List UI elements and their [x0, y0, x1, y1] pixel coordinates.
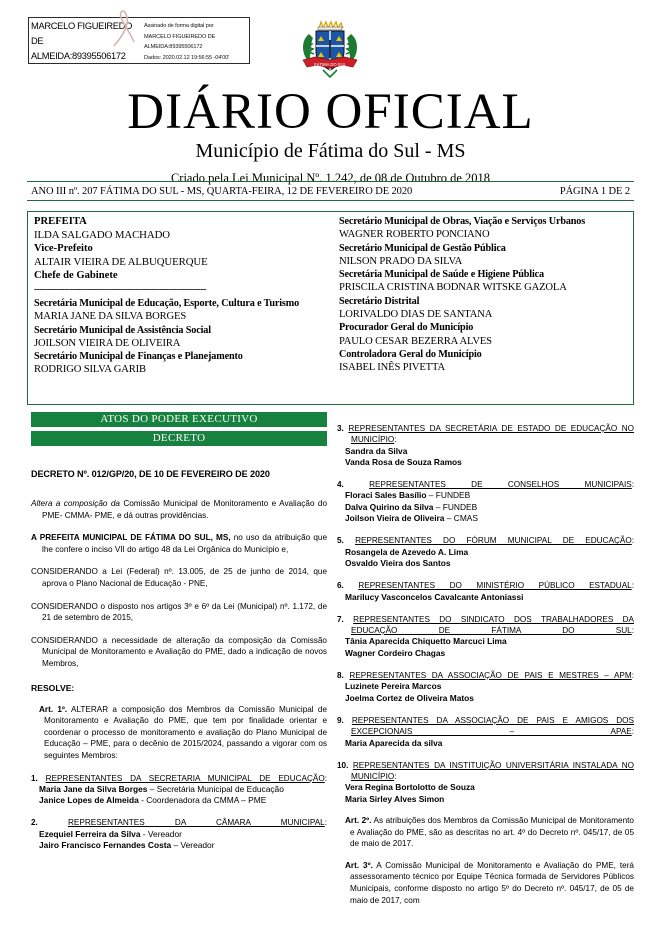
official-name: PRISCILA CRISTINA BODNAR WITSKE GAZOLA	[338, 282, 567, 294]
official-role: Procurador Geral do Município	[338, 322, 474, 334]
officials-column-left	[28, 212, 333, 404]
ementa-rest: Comissão Municipal de Monitoramento e Avaliação do PME- CMMA- PME, e dá outras providências.	[42, 499, 327, 520]
representative-group	[337, 715, 634, 749]
representative-name: Marilucy Vasconcelos Cavalcante Antoniassi	[345, 591, 524, 602]
officials-panel	[27, 211, 634, 405]
representative-role: - Coordenadora da CMMA – PME	[138, 795, 267, 806]
official-role: Controladora Geral do Município	[338, 348, 482, 360]
article-2-label: Art. 2º.	[345, 816, 372, 826]
official-role: Secretário Municipal de Assistência Social	[34, 324, 211, 336]
group-title: REPRESENTANTES DO FÓRUM MUNICIPAL DE EDUCAÇÃO	[355, 536, 632, 546]
representative-entry	[31, 829, 327, 840]
coat-of-arms-icon	[297, 16, 363, 82]
official-name: ALTAIR VIEIRA DE ALBUQUERQUE	[34, 255, 208, 268]
representative-entry	[337, 636, 634, 647]
group-title: REPRESENTANTES DA ASSOCIAÇÃO DE PAIS E AMIGOS DOS EXCEPCIONAIS – APAE	[351, 715, 634, 737]
representative-group	[337, 614, 634, 659]
representative-group	[31, 817, 327, 851]
group-title: REPRESENTANTES DA CÂMARA MUNICIPAL	[68, 818, 325, 828]
representative-group-heading: 4. REPRESENTANTES DE CONSELHOS MUNICIPAIS:	[337, 480, 635, 490]
official-name: PAULO CESAR BEZERRA ALVES	[338, 335, 492, 347]
group-title: REPRESENTANTES DO MINISTÉRIO PÚBLICO ESTADUAL	[358, 581, 632, 591]
official-name: ISABEL INÊS PIVETTA	[338, 362, 445, 374]
representative-name: Vera Regina Bortolotto de Souza	[345, 782, 475, 793]
group-title: REPRESENTANTES DA SECRETÁRIA DE ESTADO DE EDUCAÇÃO NO MUNICÍPIO	[348, 424, 635, 445]
group-number: 9.	[337, 715, 352, 725]
representative-name: Sandra da Silva	[345, 445, 408, 456]
official-name: NILSON PRADO DA SILVA	[338, 255, 463, 267]
official-role: PREFEITA	[34, 216, 87, 227]
decree-ementa	[31, 498, 327, 521]
signature-detail-line-1: Assinado de forma digital por	[144, 23, 214, 29]
group-number: 5.	[337, 536, 356, 546]
representative-name: Luzinete Pereira Marcos	[345, 681, 442, 692]
official-role: Secretário Distrital	[338, 295, 420, 307]
content-column-right	[337, 412, 634, 906]
representative-group-heading: 6. REPRESENTANTES DO MINISTÉRIO PÚBLICO ESTADUAL:	[337, 581, 634, 591]
representative-role: – FUNDEB	[433, 501, 478, 512]
representative-entry	[337, 794, 634, 805]
representative-name: Joelma Cortez de Oliveira Matos	[345, 692, 474, 703]
section-header-atos: ATOS DO PODER EXECUTIVO	[31, 412, 327, 427]
considerando-1: CONSIDERANDO a Lei (Federal) nº. 13.005, de 25 de junho de 2014, que aprova o Plano Nacional de Educação - PNE,	[31, 567, 327, 588]
representative-role: – FUNDEB	[426, 490, 471, 501]
representative-name: Maria Aparecida da silva	[345, 737, 443, 748]
representative-groups-right	[337, 423, 634, 805]
representative-entry	[337, 782, 634, 793]
representative-group-heading: 2. REPRESENTANTES DA CÂMARA MUNICIPAL:	[31, 818, 327, 828]
representative-group	[337, 580, 634, 603]
representative-group-heading: 5. REPRESENTANTES DO FÓRUM MUNICIPAL DE EDUCAÇÃO:	[337, 536, 634, 546]
issue-info-bar	[27, 181, 634, 201]
group-number: 4.	[337, 480, 370, 490]
resolve-label: RESOLVE:	[31, 682, 75, 693]
representative-name: Vanda Rosa de Souza Ramos	[345, 456, 462, 467]
representative-group	[337, 479, 634, 524]
officials-column-right	[333, 212, 633, 404]
preamble-rest: no uso da atribuição que lhe confere o inciso VII do artigo 48 da Lei Orgânica do Município e,	[42, 533, 328, 554]
official-role: Secretária Municipal de Saúde e Higiene Pública	[338, 269, 544, 281]
representative-entry	[337, 648, 634, 659]
representative-entry	[337, 592, 634, 603]
official-name: RODRIGO SILVA GARIB	[34, 364, 146, 376]
article-1	[31, 704, 327, 762]
representative-group	[337, 760, 634, 805]
signature-detail-line-2: MARCELO FIGUEIREDO DE	[144, 33, 216, 40]
signature-subject-name: MARCELO FIGUEIREDO DE ALMEIDA:89395506172	[31, 21, 133, 61]
group-number: 1.	[31, 773, 46, 783]
representative-entry	[337, 681, 634, 692]
decree-title: DECRETO Nº. 012/GP/20, DE 10 DE FEVEREIRO DE 2020	[31, 469, 270, 479]
signature-details	[141, 18, 249, 63]
representative-name: Floraci Sales Basílio	[345, 490, 427, 501]
signature-detail-line-3: ALMEIDA:89395506172	[144, 44, 203, 51]
representative-entry	[337, 446, 634, 457]
page-number: PÁGINA 1 DE 2	[559, 185, 630, 197]
group-number: 10.	[337, 760, 353, 770]
representative-group	[337, 670, 634, 704]
official-role: Secretário Municipal de Gestão Pública	[338, 242, 506, 254]
representative-name: Jairo Francisco Fernandes Costa	[39, 839, 172, 850]
official-name: LORIVALDO DIAS DE SANTANA	[338, 309, 493, 321]
representative-entry	[31, 840, 327, 851]
representative-name: Dalva Quirino da Silva	[345, 501, 434, 512]
representative-name: Tânia Aparecida Chiquetto Marcuci Lima	[345, 636, 507, 647]
group-title: REPRESENTANTES DA ASSOCIAÇÃO DE PAIS E MESTRES – APM	[349, 671, 632, 681]
official-role: Secretário Municipal de Finanças e Planejamento	[34, 351, 243, 363]
article-2	[337, 815, 634, 850]
group-number: 7.	[337, 614, 354, 624]
representative-role: – Vereador	[171, 839, 215, 850]
representative-name: Rosangela de Azevedo A. Lima	[345, 546, 469, 557]
representative-entry	[337, 457, 634, 468]
representative-name: Maria Jane da Silva Borges	[39, 783, 148, 794]
representative-group-heading: 7. REPRESENTANTES DO SINDICATO DOS TRABALHADORES DA EDUCAÇÃO DE FÁTIMA DO SUL:	[337, 614, 634, 636]
representative-group-heading: 10. REPRESENTANTES DA INSTITUIÇÃO UNIVERSITÁRIA INSTALADA NO MUNICÍPIO:	[337, 760, 634, 782]
representative-group	[337, 423, 634, 468]
representative-group-heading: 1. REPRESENTANTES DA SECRETARIA MUNICIPAL DE EDUCAÇÃO:	[31, 773, 328, 783]
svg-text:FÁTIMA DO SUL: FÁTIMA DO SUL	[314, 62, 346, 67]
official-name: WAGNER ROBERTO PONCIANO	[338, 229, 490, 241]
representative-entry	[337, 558, 634, 569]
representative-group-heading: 9. REPRESENTANTES DA ASSOCIAÇÃO DE PAIS E AMIGOS DOS EXCEPCIONAIS – APAE:	[337, 715, 634, 737]
representative-group	[31, 773, 327, 807]
representative-role: – CMAS	[444, 513, 478, 524]
article-2-text: As atribuições dos Membros da Comissão Municipal de Monitoramento e Avaliação do PME, são as descritas no art. 4º do Decreto nº. 045/17, de 05 de maio de 2017.	[350, 816, 634, 849]
representative-entry	[337, 490, 634, 501]
representative-groups-left	[31, 773, 327, 852]
digital-signature-box	[28, 17, 250, 64]
issue-identifier: ANO III nº. 207 FÁTIMA DO SUL - MS, QUARTA-FEIRA, 12 DE FEVEREIRO DE 2020	[31, 185, 413, 197]
considerando-3: CONSIDERANDO a necessidade de alteração da composição da Comissão Municipal de Monitoramento e Avaliação do PME, dado a indicação de novos Membros,	[31, 635, 327, 668]
representative-entry	[31, 784, 327, 795]
representative-entry	[337, 502, 634, 513]
official-role: Vice-Prefeito	[34, 243, 93, 255]
article-3-text: A Comissão Municipal de Monitoramento e Avaliação do PME, terá assessoramento técnico por Equipe Técnica formada de Servidores Públicos Municipais, conforme disposto no artigo 5º do Decreto nº. 045/17, de 05 de maio de 2017, com	[350, 860, 634, 905]
group-number: 2.	[31, 818, 68, 828]
article-1-label: Art. 1º.	[39, 704, 68, 714]
page-title: DIÁRIO OFICIAL	[127, 84, 534, 140]
article-3	[337, 860, 634, 906]
preamble-authority: A PREFEITA MUNICIPAL DE FÁTIMA DO SUL, MS,	[31, 533, 231, 543]
representative-entry	[337, 738, 634, 749]
officials-divider: ---------------------------------------------------------------	[34, 283, 206, 295]
official-name: JOILSON VIEIRA DE OLIVEIRA	[34, 337, 181, 349]
official-role: Secretário Municipal de Obras, Viação e Serviços Urbanos	[338, 216, 586, 227]
group-number: 6.	[337, 581, 359, 591]
official-role: Secretária Municipal de Educação, Esporte, Cultura e Turismo	[34, 297, 300, 309]
ementa-italic-lead: Altera a composição da	[31, 499, 120, 508]
article-3-label: Art. 3º.	[345, 860, 373, 870]
representative-entry	[31, 795, 327, 806]
representative-entry	[337, 547, 634, 558]
section-header-decreto: DECRETO	[31, 431, 327, 446]
representative-name: Wagner Cordeiro Chagas	[345, 647, 446, 658]
group-number: 8.	[337, 671, 350, 681]
group-number: 3.	[337, 424, 349, 433]
group-title: REPRESENTANTES DO SINDICATO DOS TRABALHADORES DA EDUCAÇÃO DE FÁTIMA DO SUL	[351, 614, 634, 636]
official-name: ILDA SALGADO MACHADO	[34, 228, 170, 241]
representative-group	[337, 535, 634, 569]
group-title: REPRESENTANTES DA SECRETARIA MUNICIPAL DE EDUCAÇÃO	[45, 773, 325, 783]
masthead-founding-law: Criado pela Lei Municipal Nº. 1.242, de 08 de Outubro de 2018	[170, 171, 491, 185]
representative-role: – Secretária Municipal de Educação	[147, 783, 284, 794]
representative-group-heading: 3. REPRESENTANTES DA SECRETÁRIA DE ESTADO DE EDUCAÇÃO NO MUNICÍPIO:	[337, 424, 635, 445]
considerando-2: CONSIDERANDO o disposto nos artigos 3º e 6º da Lei (Municipal) nº. 1.172, de 21 de setembro de 2015,	[31, 601, 327, 623]
representative-entry	[337, 693, 634, 704]
representative-group-heading: 8. REPRESENTANTES DA ASSOCIAÇÃO DE PAIS E MESTRES – APM:	[337, 671, 634, 681]
representative-name: Janice Lopes de Almeida	[39, 795, 139, 806]
official-role: Chefe de Gabinete	[34, 270, 118, 282]
signature-detail-line-4: Dados: 2020.02.12 19:56:55 -04'00'	[144, 54, 230, 61]
decree-preamble	[31, 532, 327, 555]
masthead	[0, 86, 661, 187]
representative-name: Osvaldo Vieira dos Santos	[345, 557, 451, 568]
masthead-subtitle: Município de Fátima do Sul - MS	[195, 140, 466, 162]
representative-name: Ezequiel Ferreira da Silva	[39, 828, 141, 839]
content-column-left	[31, 412, 327, 851]
representative-entry	[337, 513, 634, 524]
group-title: REPRESENTANTES DA INSTITUIÇÃO UNIVERSITÁRIA INSTALADA NO MUNICÍPIO	[351, 760, 634, 782]
official-name: MARIA JANE DA SILVA BORGES	[34, 311, 187, 323]
representative-name: Maria Sirley Alves Simon	[345, 793, 445, 804]
group-title: REPRESENTANTES DE CONSELHOS MUNICIPAIS	[369, 480, 632, 490]
representative-role: - Vereador	[140, 828, 182, 839]
representative-name: Joilson Vieira de Oliveira	[345, 513, 445, 524]
article-1-text: ALTERAR a composição dos Membros da Comissão Municipal de Monitoramento e Avaliação do PME, que tem por finalidade orientar e coordenar o processo de monitoramento e avaliação do Plano Municipal de Educação – PME, para o decênio de 2015/2024, passando a vigorar com os seguintes Membros:	[44, 704, 327, 760]
